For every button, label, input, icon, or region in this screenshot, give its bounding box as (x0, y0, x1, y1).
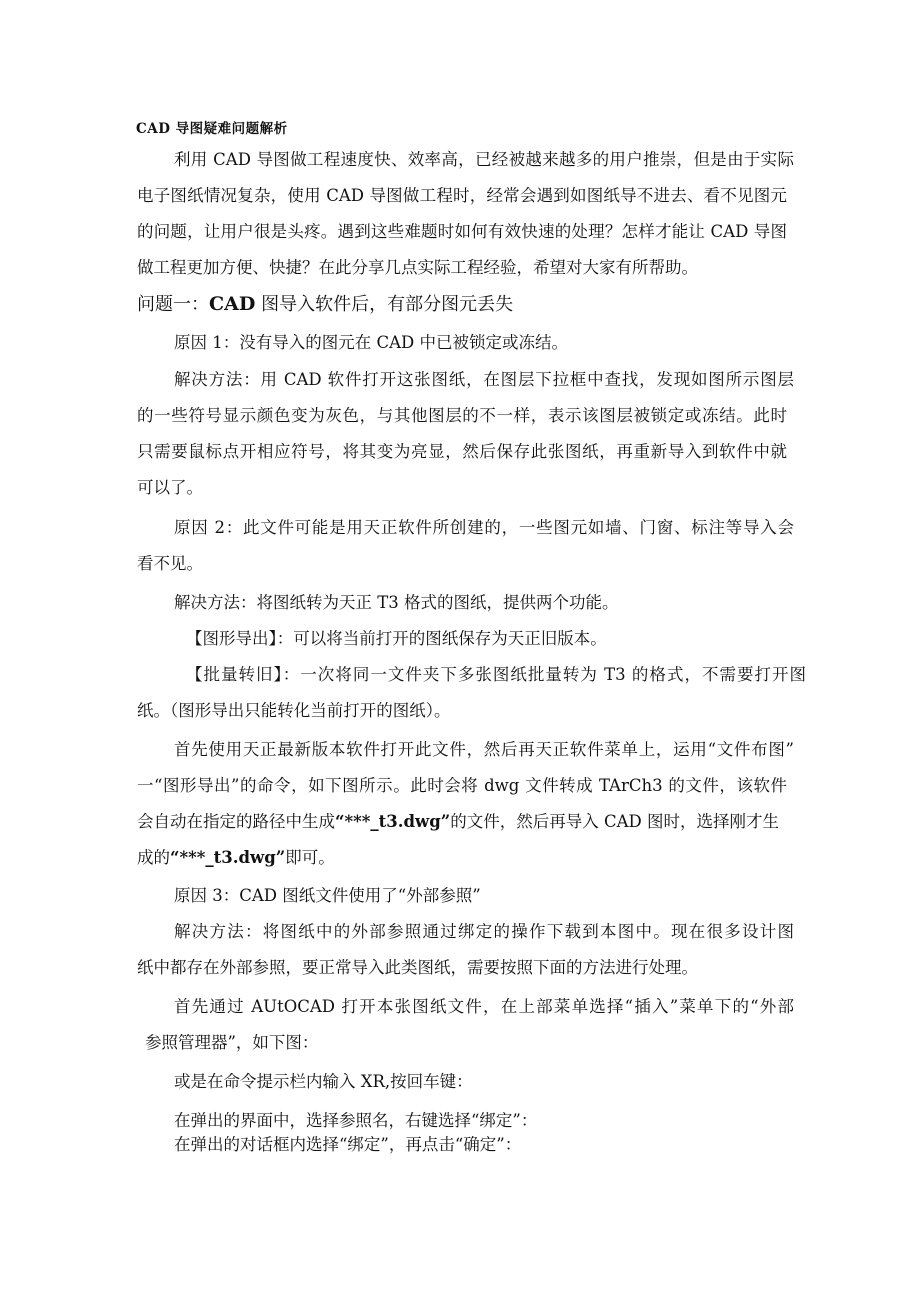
question-one-heading (137, 293, 513, 316)
intro-line-1: 利用 CAD 导图做工程速度快、效率高，已经被越来越多的用户推崇，但是由于实际 (174, 150, 794, 169)
bind-step-2: 在弹出的对话框内选择“绑定”，再点击“确定”： (174, 1135, 522, 1154)
steps-line-4 (137, 847, 335, 869)
reason-2-line-2: 看不见。 (137, 554, 203, 573)
solution-3-line-1: 解决方法：将图纸中的外部参照通过绑定的操作下载到本图中。现在很多设计图 (174, 922, 794, 941)
autocad-steps-line-1: 首先通过 AUtOCAD 打开本张图纸文件，在上部菜单选择“插入”菜单下的“外部 (174, 997, 794, 1016)
autocad-steps-line-2: 参照管理器”，如下图： (145, 1033, 319, 1052)
bind-step-1: 在弹出的界面中，选择参照名，右键选择“绑定”： (174, 1111, 538, 1130)
steps-line-3 (137, 811, 779, 833)
question-suffix: 图导入软件后，有部分图元丢失 (255, 294, 514, 315)
solution-1-line-3: 只需要鼠标点开相应符号，将其变为亮显，然后保存此张图纸，再重新导入到软件中就 (137, 442, 787, 461)
intro-line-4: 做工程更加方便、快捷？在此分享几点实际工程经验，希望对大家有所帮助。 (137, 258, 698, 277)
solution-3-line-2: 纸中都存在外部参照，要正常导入此类图纸，需要按照下面的方法进行处理。 (137, 958, 698, 977)
steps-line-4-c: 即可。 (285, 848, 335, 867)
page-title: CAD 导图疑难问题解析 (136, 121, 288, 137)
reason-2-line-1: 原因 2：此文件可能是用天正软件所创建的，一些图元如墙、门窗、标注等导入会 (174, 518, 794, 537)
reason-1: 原因 1：没有导入的图元在 CAD 中已被锁定或冻结。 (174, 333, 569, 352)
batch-function-line-2: 纸。（图形导出只能转化当前打开的图纸）。 (137, 701, 451, 720)
export-function: 【图形导出】：可以将当前打开的图纸保存为天正旧版本。 (186, 629, 607, 648)
solution-2: 解决方法：将图纸转为天正 T3 格式的图纸，提供两个功能。 (174, 593, 619, 612)
command-step: 或是在命令提示栏内输入 XR,按回车键： (174, 1072, 473, 1091)
steps-line-3-a: 会自动在指定的路径中生成 (137, 812, 335, 831)
filename-t3: “***_t3.dwg” (335, 812, 451, 831)
steps-line-3-c: 的文件，然后再导入 CAD 图时，选择刚才生 (450, 812, 780, 831)
reason-3: 原因 3：CAD 图纸文件使用了“外部参照” (174, 886, 481, 905)
question-prefix: 问题一： (137, 294, 209, 315)
solution-1-line-1: 解决方法：用 CAD 软件打开这张图纸，在图层下拉框中查找，发现如图所示图层 (174, 370, 794, 389)
steps-line-1: 首先使用天正最新版本软件打开此文件，然后再天正软件菜单上，运用“文件布图” (174, 740, 794, 759)
solution-1-line-4: 可以了。 (137, 478, 203, 497)
filename-t3-2: “***_t3.dwg” (170, 848, 286, 867)
steps-line-4-a: 成的 (137, 848, 170, 867)
solution-1-line-2: 的一些符号显示颜色变为灰色，与其他图层的不一样，表示该图层被锁定或冻结。此时 (137, 406, 787, 425)
steps-line-2: 一“图形导出”的命令，如下图所示。此时会将 dwg 文件转成 TArCh3 的文件，该软件 (137, 776, 787, 795)
batch-function-line-1: 【批量转旧】：一次将同一文件夹下多张图纸批量转为 T3 的格式，不需要打开图 (186, 665, 806, 684)
question-cad: CAD (209, 293, 256, 315)
intro-line-2: 电子图纸情况复杂，使用 CAD 导图做工程时，经常会遇到如图纸导不进去、看不见图元 (137, 186, 787, 205)
intro-line-3: 的问题，让用户很是头疼。遇到这些难题时如何有效快速的处理？怎样才能让 CAD 导图 (137, 222, 787, 241)
